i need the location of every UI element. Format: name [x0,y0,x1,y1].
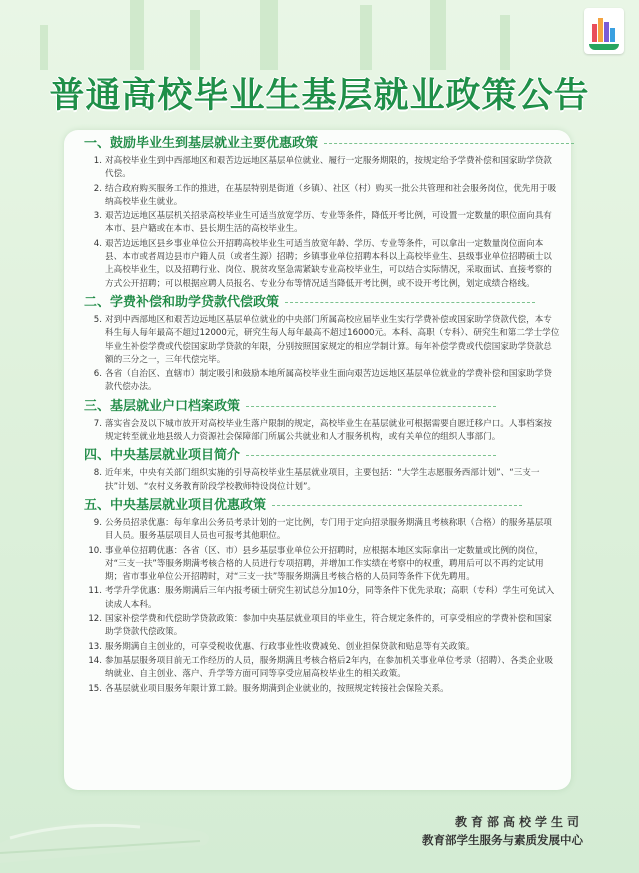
item-number: 8. [93,468,102,479]
logo-icon [584,8,624,54]
policy-item [84,517,560,544]
item-number: 2. [93,183,102,194]
policy-item [84,210,560,237]
heading-divider [246,455,496,456]
item-text: 服务期满自主创业的，可享受税收优惠、行政事业性收费减免、创业担保贷款和贴息等有关政策。 [105,641,475,652]
train-illustration [0,783,230,873]
heading-divider [272,505,522,506]
section-heading [84,447,560,465]
policy-item [84,655,560,682]
item-text: 对高校毕业生到中西部地区和艰苦边远地区基层单位就业、履行一定服务期限的，按规定给予学费补偿和国家助学贷款代偿。 [105,156,552,180]
policy-item [84,613,560,640]
section-heading-text: 三、基层就业户口档案政策 [84,398,241,414]
item-number: 13. [88,641,102,652]
background-skyline [0,0,639,70]
footer-org-secondary: 教育部学生服务与素质发展中心 [422,833,583,847]
item-text: 各基层就业项目服务年限计算工龄。服务期满到企业就业的，按照规定转接社会保险关系。 [105,683,449,694]
policy-section [84,497,560,696]
footer-org-primary: 教育部高校学生司 [454,815,583,829]
item-text: 公务员招录优惠：每年拿出公务员考录计划的一定比例，专门用于定向招录服务期满且考核称职（合格）的服务基层项目人员。服务基层项目人员也可报考其他职位。 [105,517,552,542]
policy-item [84,418,560,445]
section-heading-text: 五、中央基层就业项目优惠政策 [84,497,267,513]
policy-section [84,398,560,445]
item-number: 10. [88,545,102,556]
policy-section [84,294,560,395]
item-number: 1. [93,156,102,166]
policy-section [84,135,560,291]
item-text: 参加基层服务项目前无工作经历的人员，服务期满且考核合格后2年内，在参加机关事业单位考录（招聘）、各类企业吸纳就业、自主创业、落户、升学等方面可同等享受应届高校毕业生的相关政策。 [105,655,554,680]
policy-item [84,238,560,291]
policy-content [84,135,560,699]
item-text: 近年来，中央有关部门组织实施的引导高校毕业生基层就业项目，主要包括：“大学生志愿服务西部计划”、“三支一扶”计划、“农村义务教育阶段学校教师特设岗位计划”。 [105,468,540,492]
item-text: 艰苦边远地区基层机关招录高校毕业生可适当放宽学历、专业等条件，降低开考比例，可设置一定数量的职位面向具有本市、县户籍或在本市、县长期生活的高校毕业生。 [105,211,552,235]
footer [422,813,583,849]
item-number: 7. [93,418,102,429]
policy-item [84,183,560,210]
item-number: 15. [88,683,102,694]
item-number: 6. [93,369,102,380]
item-number: 4. [93,238,102,249]
policy-item [84,641,560,654]
item-text: 落实省会及以下城市放开对高校毕业生落户限制的规定，高校毕业生在基层就业可根据需要自愿迁移户口。人事档案按规定转至就业地县级人力资源社会保障部门所属公共就业和人才服务机构，或有关单位的组织人事部门。 [105,418,552,443]
section-heading-text: 二、学费补偿和助学贷款代偿政策 [84,294,280,310]
section-heading [84,294,560,312]
item-text: 国家补偿学费和代偿助学贷款政策：参加中央基层就业项目的毕业生，符合规定条件的，可享受相应的学费补偿和国家助学贷款代偿政策。 [105,614,552,638]
item-text: 结合政府购买服务工作的推进，在基层特别是街道（乡镇）、社区（村）购买一批公共管理和社会服务岗位，优先用于吸纳高校毕业生就业。 [105,183,557,207]
item-text: 事业单位招聘优惠：各省（区、市）县乡基层事业单位公开招聘时，应根据本地区实际拿出一定数量或比例的岗位，对“三支一扶”等服务期满考核合格的人员进行专项招聘，并增加工作实绩在考察中的权重，聘用后可以不再约定试用期；省市事业单位公开招聘时，对“三支一扶”等服务期满且考核合格的人员同等条件下优先聘用。 [105,545,544,583]
heading-divider [324,143,574,144]
heading-divider [285,302,535,303]
item-number: 11. [88,586,102,597]
item-number: 9. [93,517,102,528]
policy-item [84,368,560,395]
item-number: 5. [93,314,102,325]
section-heading [84,135,560,153]
section-heading [84,398,560,416]
section-heading-text: 四、中央基层就业项目简介 [84,448,241,464]
section-heading [84,497,560,515]
policy-item [84,683,560,696]
item-text: 对到中西部地区和艰苦边远地区基层单位就业的中央部门所属高校应届毕业生实行学费补偿或国家助学贷款代偿，本专科生每人每年最高不超过12000元，研究生每人每年最高不超过16000元。本科、高职（专科）、研究生和第二学士学位毕业生补偿学费或代偿国家助学贷款的年限，分别按照国家规定的相应学制计算。每年补偿学费或代偿国家助学贷款总额的三分之一，三年代偿完毕。 [105,314,560,365]
page-title: 普通高校毕业生基层就业政策公告 [49,76,590,116]
item-text: 各省（自治区、直辖市）制定吸引和鼓励本地所属高校毕业生面向艰苦边远地区基层单位就业的学费补偿和国家助学贷款代偿办法。 [105,369,552,393]
item-number: 3. [93,211,102,222]
item-number: 14. [88,655,102,666]
section-heading-text: 一、鼓励毕业生到基层就业主要优惠政策 [84,136,319,151]
policy-item [84,314,560,367]
item-text: 考学升学优惠：服务期满后三年内报考硕士研究生初试总分加10分，同等条件下优先录取；高职（专科）学生可免试入读成人本科。 [105,586,555,610]
policy-item [84,545,560,585]
item-number: 12. [88,614,102,625]
policy-item [84,585,560,612]
policy-item [84,155,560,182]
policy-item [84,467,560,494]
heading-divider [246,406,496,407]
policy-section [84,447,560,494]
item-text: 艰苦边远地区县乡事业单位公开招聘高校毕业生可适当放宽年龄、学历、专业等条件，可以拿出一定数量岗位面向本县、本市或者周边县市户籍人员（或者生源）招聘；乡镇事业单位招聘本科以上高校毕业生、县级事业单位招聘硕士以上高校毕业生，以及招聘行业、岗位、脱贫攻坚急需紧缺专业高校毕业生，可以结合实际情况，采取面试、直接考察的方式公开招聘；可以根据应聘人员报名、专业分布等情况适当降低开考比例，或不设开考比例，划定成绩合格线。 [105,238,552,289]
